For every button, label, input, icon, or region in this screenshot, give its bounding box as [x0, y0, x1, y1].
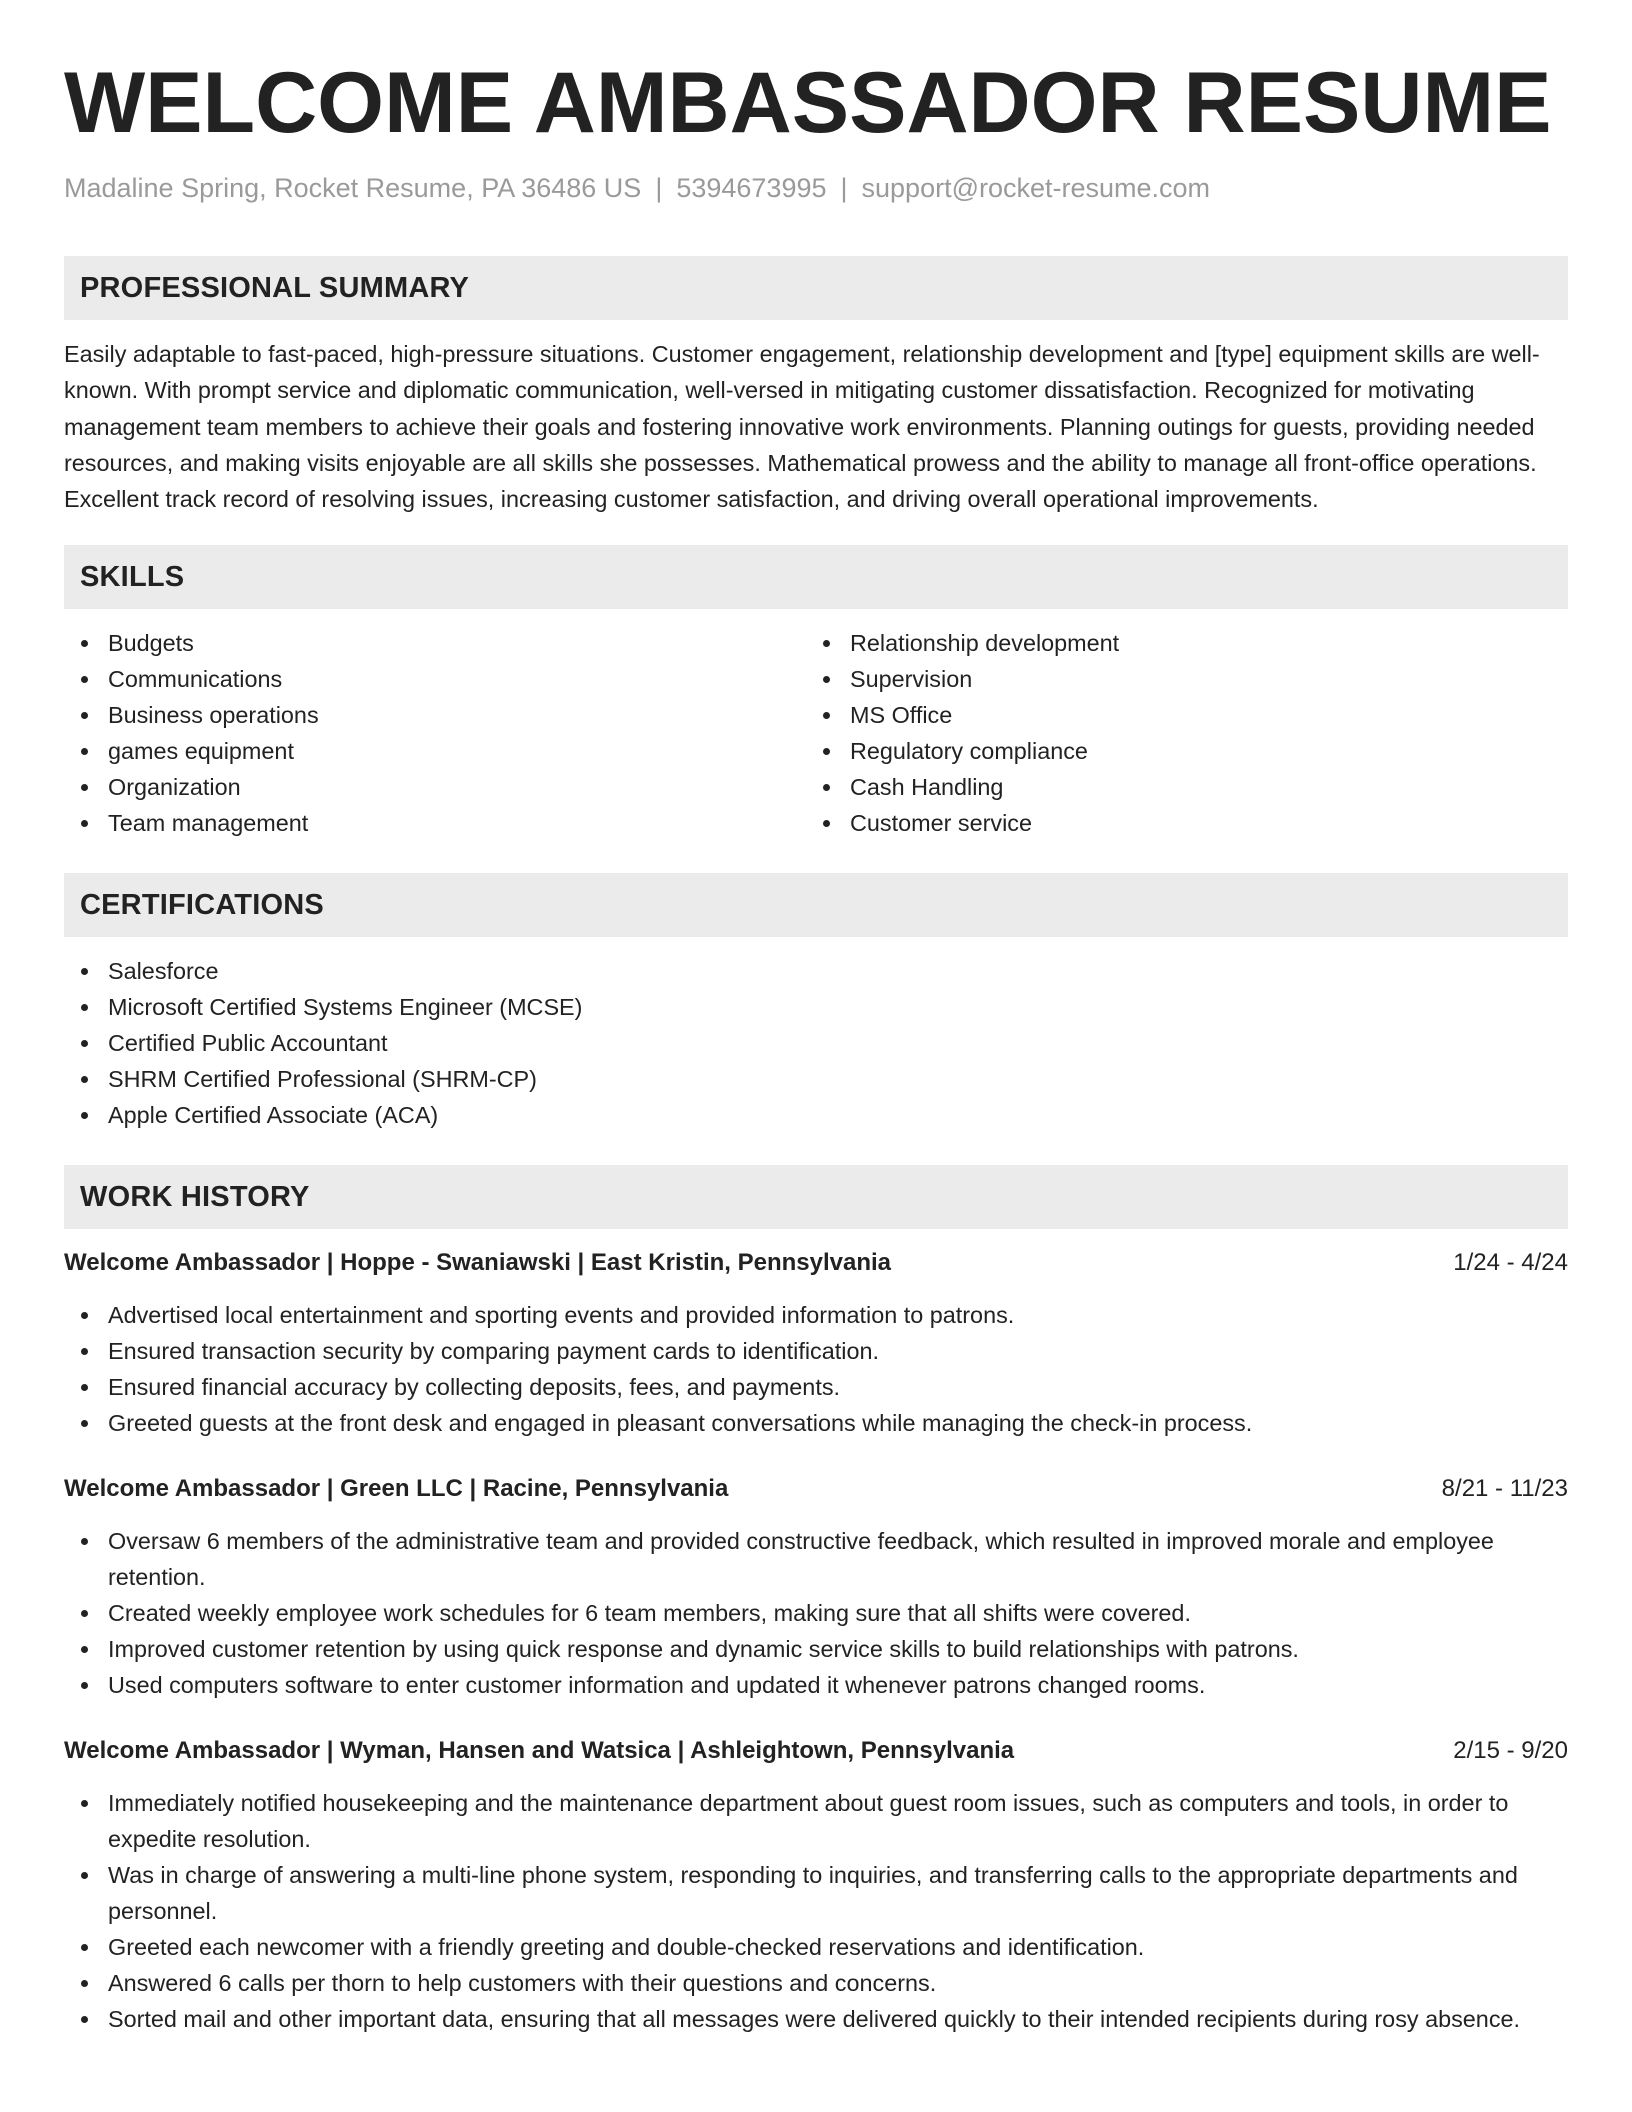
job-dates: 2/15 - 9/20	[1453, 1737, 1568, 1765]
certification-item: Microsoft Certified Systems Engineer (MCSE)	[64, 989, 1568, 1025]
job-bullet: Answered 6 calls per thorn to help customers with their questions and concerns.	[64, 1965, 1568, 2001]
skill-item: Regulatory compliance	[806, 733, 1548, 769]
certification-item: SHRM Certified Professional (SHRM-CP)	[64, 1061, 1568, 1097]
contact-line	[64, 170, 1568, 206]
job-bullet: Was in charge of answering a multi-line phone system, responding to inquiries, and transferring calls to the appropriate departments and personnel.	[64, 1857, 1568, 1929]
certification-item: Certified Public Accountant	[64, 1025, 1568, 1061]
skills-list-right	[806, 625, 1548, 841]
skill-item: Customer service	[806, 805, 1548, 841]
job-bullet: Used computers software to enter customer information and updated it whenever patrons changed rooms.	[64, 1667, 1568, 1703]
skill-item: Budgets	[64, 625, 806, 661]
job-bullet: Improved customer retention by using quick response and dynamic service skills to build relationships with patrons.	[64, 1631, 1568, 1667]
certifications-heading: CERTIFICATIONS	[80, 888, 324, 921]
job-bullets	[64, 1297, 1568, 1441]
job-bullet: Created weekly employee work schedules for 6 team members, making sure that all shifts were covered.	[64, 1595, 1568, 1631]
resume-page	[64, 52, 1568, 2037]
job-dates: 1/24 - 4/24	[1453, 1249, 1568, 1277]
job-header	[64, 1471, 1568, 1507]
skills-column-right	[806, 625, 1548, 841]
job-bullet: Immediately notified housekeeping and the maintenance department about guest room issues, such as computers and tools, in order to expedite resolution.	[64, 1785, 1568, 1857]
skill-item: MS Office	[806, 697, 1548, 733]
job-entry	[64, 1245, 1568, 1441]
job-title: Welcome Ambassador | Green LLC | Racine, Pennsylvania	[64, 1475, 729, 1503]
skills-grid	[64, 625, 1568, 841]
certifications-section-header	[64, 873, 1568, 937]
job-entry	[64, 1733, 1568, 2037]
job-title: Welcome Ambassador | Wyman, Hansen and Watsica | Ashleightown, Pennsylvania	[64, 1737, 1015, 1765]
certifications-list	[64, 953, 1568, 1133]
work-history-heading: WORK HISTORY	[80, 1180, 310, 1213]
skills-section-header	[64, 545, 1568, 609]
contact-separator: |	[840, 173, 848, 203]
certification-item: Salesforce	[64, 953, 1568, 989]
resume-title: WELCOME AMBASSADOR RESUME	[64, 55, 1552, 151]
skills-list-left	[64, 625, 806, 841]
skill-item: Relationship development	[806, 625, 1548, 661]
job-bullet: Ensured financial accuracy by collecting deposits, fees, and payments.	[64, 1369, 1568, 1405]
skill-item: Supervision	[806, 661, 1548, 697]
skills-column-left	[64, 625, 806, 841]
skill-item: games equipment	[64, 733, 806, 769]
certifications-block	[64, 953, 1568, 1133]
contact-phone: 5394673995	[676, 173, 827, 203]
job-header	[64, 1733, 1568, 1769]
job-bullet: Ensured transaction security by comparing payment cards to identification.	[64, 1333, 1568, 1369]
contact-address: Madaline Spring, Rocket Resume, PA 36486 US	[64, 173, 642, 203]
summary-section-header	[64, 256, 1568, 320]
contact-separator: |	[655, 173, 663, 203]
job-bullet: Advertised local entertainment and sporting events and provided information to patrons.	[64, 1297, 1568, 1333]
job-entry	[64, 1471, 1568, 1703]
skill-item: Communications	[64, 661, 806, 697]
skill-item: Cash Handling	[806, 769, 1548, 805]
skill-item: Organization	[64, 769, 806, 805]
skill-item: Business operations	[64, 697, 806, 733]
job-bullets	[64, 1523, 1568, 1703]
work-history-section-header	[64, 1165, 1568, 1229]
job-bullets	[64, 1785, 1568, 2037]
summary-text: Easily adaptable to fast-paced, high-pressure situations. Customer engagement, relationship development and [type] equipment skills are well-known. With prompt service and diplomatic communication, well-versed in mitigating customer dissatisfaction. Recognized for motivating management team members to achieve their goals and fostering innovative work environments. Planning outings for guests, providing needed resources, and making visits enjoyable are all skills she possesses. Mathematical prowess and the ability to manage all front-office operations. Excellent track record of resolving issues, increasing customer satisfaction, and driving overall operational improvements.	[64, 341, 1540, 513]
job-bullet: Oversaw 6 members of the administrative team and provided constructive feedback, which resulted in improved morale and employee retention.	[64, 1523, 1568, 1595]
certification-item: Apple Certified Associate (ACA)	[64, 1097, 1568, 1133]
job-bullet: Sorted mail and other important data, ensuring that all messages were delivered quickly to their intended recipients during rosy absence.	[64, 2001, 1568, 2037]
job-title: Welcome Ambassador | Hoppe - Swaniawski | East Kristin, Pennsylvania	[64, 1249, 892, 1277]
job-bullet: Greeted guests at the front desk and engaged in pleasant conversations while managing the check-in process.	[64, 1405, 1568, 1441]
job-header	[64, 1245, 1568, 1281]
skill-item: Team management	[64, 805, 806, 841]
contact-email: support@rocket-resume.com	[861, 173, 1211, 203]
skills-heading: SKILLS	[80, 560, 185, 593]
job-bullet: Greeted each newcomer with a friendly greeting and double-checked reservations and identification.	[64, 1929, 1568, 1965]
summary-heading: PROFESSIONAL SUMMARY	[80, 271, 470, 304]
job-dates: 8/21 - 11/23	[1441, 1475, 1568, 1503]
